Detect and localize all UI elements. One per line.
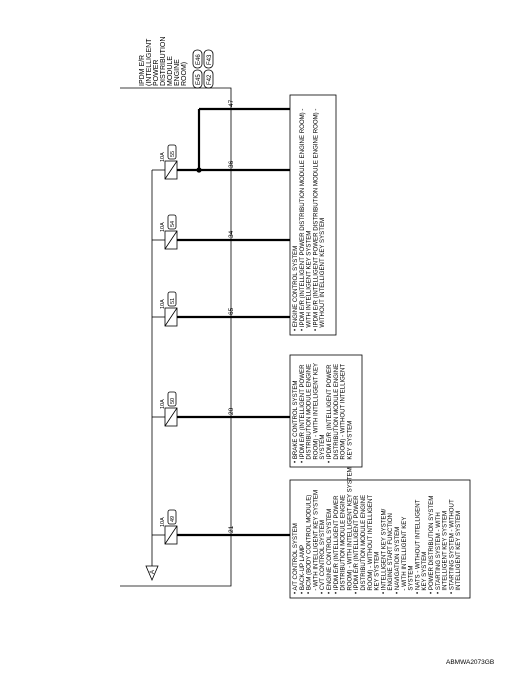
- svg-text:E45: E45: [196, 74, 202, 85]
- svg-text:51: 51: [170, 297, 176, 304]
- box1-line: • STARTING SYSTEM - WITHOUT: [448, 499, 456, 594]
- box1-line: • BCM (BODY CONTROL MODULE): [305, 494, 313, 594]
- box1-line: • INTELLIGENT KEY SYSTEM/: [380, 508, 388, 594]
- box1-line: INTELLIGENT KEY SYSTEM: [441, 510, 449, 594]
- box2-line: DISTRIBUTION MODULE ENGINE: [332, 363, 340, 463]
- terminal-20: 20: [228, 407, 235, 415]
- box1-line: • NAVIGATION SYSTEM: [394, 526, 401, 594]
- box2-line: SYSTEM: [319, 434, 327, 463]
- svg-text:MODULE: MODULE: [167, 56, 174, 86]
- terminal-36: 36: [228, 160, 235, 168]
- destination-box-1: [290, 467, 470, 598]
- box3-line: WITH INTELLIGENT KEY SYSTEM: [305, 230, 313, 331]
- connector-e46: [193, 50, 202, 68]
- fuse-55: [160, 145, 177, 179]
- svg-text:ROOM): ROOM): [181, 61, 188, 86]
- box2-line: ROOM) - WITH INTELLIGENT KEY: [312, 362, 320, 463]
- svg-text:DISTRIBUTION: DISTRIBUTION: [160, 36, 167, 86]
- box2-line: • IPDM E/R (INTELLIGENT POWER: [298, 364, 306, 463]
- wire-junction-dot: [196, 167, 201, 172]
- svg-text:E46: E46: [196, 54, 202, 65]
- figure-code: ABMWA2073GB: [446, 659, 495, 666]
- svg-text:10A: 10A: [160, 152, 166, 162]
- box2-line: • BRAKE CONTROL SYSTEM: [292, 380, 299, 463]
- box1-line: - WITH INTELLIGENT KEY: [400, 516, 408, 594]
- svg-text:10A: 10A: [160, 517, 166, 527]
- svg-text:(INTELLIGENT: (INTELLIGENT: [146, 38, 153, 86]
- svg-text:A: A: [150, 569, 156, 575]
- svg-text:10A: 10A: [160, 222, 166, 232]
- destination-box-2: [290, 355, 362, 467]
- connector-f43: [204, 50, 213, 68]
- svg-text:50: 50: [170, 397, 176, 404]
- fuse-49: [160, 510, 177, 544]
- box3-line: • ENGINE CONTROL SYSTEM: [292, 245, 299, 331]
- fuse-54: [160, 215, 177, 249]
- connector-f42: [204, 70, 213, 88]
- box1-line: INTELLIGENT KEY SYSTEM: [455, 510, 463, 594]
- box3-line: • IPDM E/R (INTELLIGENT POWER DISTRIBUTION MODULE ENGINE ROOM) -: [298, 108, 306, 331]
- svg-text:49: 49: [170, 515, 176, 522]
- fuse-50: [160, 392, 177, 426]
- fuse-51: [160, 292, 177, 326]
- box3-line: WITHOUT INTELLIGENT KEY SYSTEM: [319, 217, 327, 331]
- ground-symbol: [146, 566, 158, 580]
- terminal-65: 65: [228, 307, 235, 315]
- box1-line: KEY SYSTEM: [373, 551, 381, 594]
- box1-line: DISTRIBUTION MODULE ENGINE: [339, 494, 347, 594]
- svg-text:IPDM E/R: IPDM E/R: [139, 54, 146, 86]
- connector-e45: [193, 70, 202, 88]
- terminal-21: 21: [228, 525, 235, 533]
- box1-line: - WITH INTELLIGENT KEY SYSTEM: [312, 489, 320, 594]
- box2-line: ROOM) - WITHOUT INTELLIGENT: [339, 363, 347, 463]
- svg-text:POWER: POWER: [153, 59, 160, 86]
- box1-line: • IPDM E/R (INTELLIGENT POWER: [353, 495, 361, 594]
- box1-line: • CVT CONTROL SYSTEM: [319, 520, 327, 594]
- svg-text:10A: 10A: [160, 299, 166, 309]
- svg-text:54: 54: [170, 220, 176, 227]
- svg-text:10A: 10A: [160, 399, 166, 409]
- terminal-47: 47: [228, 99, 235, 107]
- svg-text:F43: F43: [207, 54, 213, 65]
- box1-line: ROOM) - WITH INTELLIGENT KEY SYSTEM: [346, 467, 354, 594]
- box2-line: KEY SYSTEM: [346, 420, 354, 463]
- box1-line: • A/T CONTROL SYSTEM: [292, 523, 299, 594]
- box1-line: • ENGINE CONTROL SYSTEM: [326, 508, 333, 594]
- destination-box-3: [290, 95, 336, 335]
- svg-text:ENGINE: ENGINE: [174, 59, 181, 86]
- box1-line: SYSTEM: [407, 565, 415, 594]
- svg-text:55: 55: [170, 150, 176, 157]
- box3-line: • IPDM E/R (INTELLIGENT POWER DISTRIBUTION MODULE ENGINE ROOM) -: [312, 108, 320, 331]
- module-title: [139, 37, 188, 86]
- box1-line: • BACK-UP LAMP: [298, 544, 306, 594]
- box1-line: • POWER DISTRIBUTION SYSTEM: [428, 495, 435, 594]
- box1-line: • STARTING SYSTEM - WITH: [434, 512, 442, 594]
- svg-text:F42: F42: [207, 74, 213, 85]
- box1-line: DISTRIBUTION MODULE ENGINE: [360, 494, 367, 594]
- box1-line: • NATS - WITHOUT INTELLIGENT: [414, 499, 422, 594]
- box2-line: DISTRIBUTION MODULE ENGINE: [305, 363, 313, 463]
- box1-line: ROOM) - WITHOUT INTELLIGENT: [366, 494, 374, 594]
- box1-line: ENGINE START FUNCTION: [387, 513, 395, 594]
- box1-line: • IPDM E/R (INTELLIGENT POWER: [332, 495, 340, 594]
- terminal-34: 34: [228, 230, 235, 238]
- box1-line: KEY SYSTEM: [421, 551, 429, 594]
- box2-line: • IPDM E/R (INTELLIGENT POWER: [326, 364, 333, 463]
